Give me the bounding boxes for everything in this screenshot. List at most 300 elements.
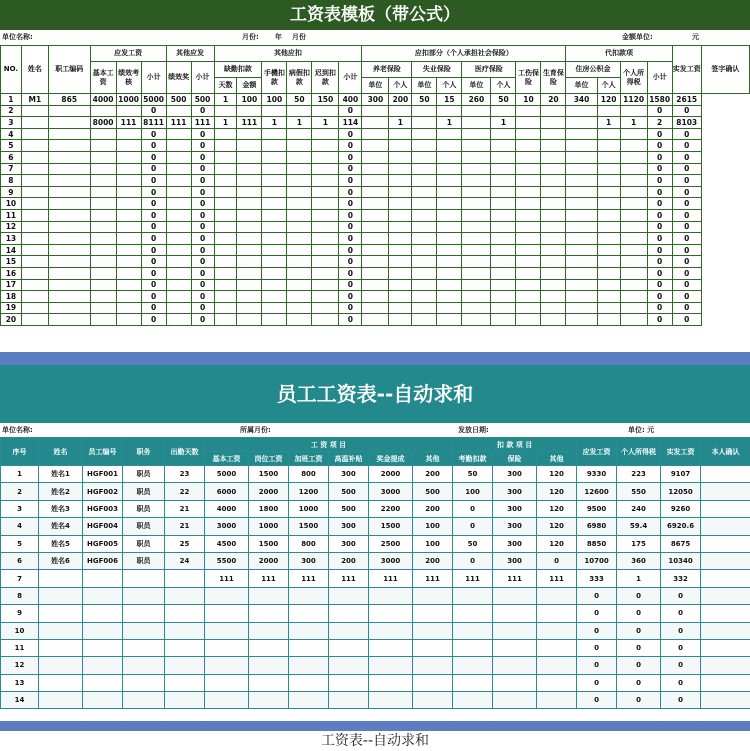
table-cell[interactable] <box>412 117 437 129</box>
table-cell[interactable]: 1 <box>1 466 39 483</box>
table-cell[interactable] <box>362 186 389 198</box>
table-cell[interactable] <box>116 140 141 152</box>
table-cell[interactable] <box>389 198 412 210</box>
table-cell[interactable]: 260 <box>462 94 491 106</box>
table-cell[interactable] <box>537 692 577 709</box>
table-cell[interactable]: 50 <box>287 94 312 106</box>
table-cell[interactable]: 1500 <box>369 518 413 535</box>
table-cell[interactable]: 0 <box>339 267 362 279</box>
table-cell[interactable]: 0 <box>191 175 214 187</box>
table-cell[interactable]: 0 <box>339 128 362 140</box>
table-cell[interactable]: 1200 <box>289 483 329 500</box>
table-cell[interactable]: HGF006 <box>83 552 123 569</box>
table-cell[interactable]: HGF002 <box>83 483 123 500</box>
table-cell[interactable]: 姓名3 <box>39 500 83 517</box>
table-cell[interactable] <box>262 279 287 291</box>
table-cell[interactable] <box>437 302 462 314</box>
table-cell[interactable]: 10 <box>1 622 39 639</box>
table-cell[interactable]: 200 <box>413 466 453 483</box>
table-cell[interactable] <box>312 233 339 245</box>
table-cell[interactable]: 0 <box>661 639 701 656</box>
table-cell[interactable] <box>597 105 620 117</box>
table-cell[interactable]: 550 <box>617 483 661 500</box>
table-cell[interactable]: 1500 <box>249 535 289 552</box>
table-cell[interactable]: 10 <box>516 94 541 106</box>
table-cell[interactable]: 240 <box>617 500 661 517</box>
table-cell[interactable] <box>620 314 647 326</box>
table-cell[interactable] <box>214 163 237 175</box>
table-cell[interactable] <box>123 692 165 709</box>
table-cell[interactable] <box>566 140 597 152</box>
table-cell[interactable] <box>249 657 289 674</box>
table-cell[interactable]: 500 <box>329 500 369 517</box>
table-cell[interactable] <box>48 140 90 152</box>
table-cell[interactable] <box>369 692 413 709</box>
table-cell[interactable] <box>541 151 566 163</box>
table-cell[interactable] <box>597 209 620 221</box>
table-cell[interactable] <box>21 279 48 291</box>
table-cell[interactable]: 1 <box>214 117 237 129</box>
table-cell[interactable]: 0 <box>141 279 166 291</box>
table-cell[interactable] <box>437 279 462 291</box>
table-cell[interactable]: 1 <box>214 94 237 106</box>
table-cell[interactable]: 9107 <box>661 466 701 483</box>
table-cell[interactable] <box>90 140 116 152</box>
table-cell[interactable] <box>362 163 389 175</box>
table-cell[interactable]: 0 <box>141 256 166 268</box>
table-cell[interactable] <box>453 605 493 622</box>
table-cell[interactable] <box>48 244 90 256</box>
table-cell[interactable] <box>462 233 491 245</box>
table-cell[interactable] <box>21 151 48 163</box>
table-cell[interactable] <box>362 175 389 187</box>
table-cell[interactable] <box>90 105 116 117</box>
table-cell[interactable]: 0 <box>672 163 701 175</box>
table-cell[interactable] <box>165 570 205 587</box>
table-cell[interactable] <box>90 233 116 245</box>
table-cell[interactable] <box>312 221 339 233</box>
table-cell[interactable] <box>462 186 491 198</box>
table-cell[interactable] <box>597 140 620 152</box>
table-cell[interactable] <box>166 175 191 187</box>
table-cell[interactable] <box>389 128 412 140</box>
table-cell[interactable] <box>214 209 237 221</box>
table-cell[interactable] <box>329 639 369 656</box>
table-cell[interactable] <box>48 151 90 163</box>
table-cell[interactable] <box>166 186 191 198</box>
table-cell[interactable] <box>237 267 262 279</box>
table-cell[interactable] <box>491 256 516 268</box>
table-cell[interactable] <box>566 128 597 140</box>
table-cell[interactable] <box>491 267 516 279</box>
table-cell[interactable]: 0 <box>191 105 214 117</box>
table-cell[interactable]: 0 <box>141 209 166 221</box>
table-cell[interactable] <box>369 622 413 639</box>
table-cell[interactable]: 0 <box>339 256 362 268</box>
table-cell[interactable]: 800 <box>289 466 329 483</box>
table-cell[interactable]: 200 <box>329 552 369 569</box>
table-cell[interactable]: 0 <box>141 221 166 233</box>
table-cell[interactable] <box>123 587 165 604</box>
table-cell[interactable] <box>287 291 312 303</box>
table-cell[interactable]: 14 <box>1 244 22 256</box>
table-cell[interactable]: 0 <box>141 151 166 163</box>
table-cell[interactable] <box>214 128 237 140</box>
table-cell[interactable] <box>205 692 249 709</box>
table-cell[interactable]: 0 <box>647 105 672 117</box>
table-cell[interactable]: 10340 <box>661 552 701 569</box>
table-cell[interactable]: 0 <box>577 692 617 709</box>
table-cell[interactable] <box>701 639 750 656</box>
table-cell[interactable] <box>541 221 566 233</box>
table-cell[interactable]: 0 <box>672 140 701 152</box>
table-cell[interactable]: 111 <box>116 117 141 129</box>
table-cell[interactable]: 7 <box>1 570 39 587</box>
table-cell[interactable] <box>516 105 541 117</box>
table-cell[interactable]: 姓名4 <box>39 518 83 535</box>
table-cell[interactable]: HGF003 <box>83 500 123 517</box>
table-cell[interactable]: 0 <box>453 500 493 517</box>
table-cell[interactable] <box>123 639 165 656</box>
table-cell[interactable] <box>48 256 90 268</box>
table-cell[interactable] <box>541 233 566 245</box>
table-cell[interactable] <box>462 302 491 314</box>
table-cell[interactable] <box>453 622 493 639</box>
table-cell[interactable] <box>491 151 516 163</box>
table-cell[interactable] <box>412 244 437 256</box>
table-cell[interactable]: 0 <box>191 209 214 221</box>
table-cell[interactable] <box>516 175 541 187</box>
table-cell[interactable] <box>90 209 116 221</box>
table-cell[interactable] <box>541 105 566 117</box>
table-cell[interactable] <box>566 151 597 163</box>
table-cell[interactable] <box>21 291 48 303</box>
table-cell[interactable] <box>48 314 90 326</box>
table-cell[interactable]: 0 <box>191 128 214 140</box>
table-cell[interactable] <box>116 151 141 163</box>
table-cell[interactable] <box>620 279 647 291</box>
table-cell[interactable]: 2 <box>647 117 672 129</box>
table-cell[interactable] <box>413 622 453 639</box>
table-cell[interactable] <box>287 151 312 163</box>
table-cell[interactable]: 15 <box>437 94 462 106</box>
table-cell[interactable] <box>389 140 412 152</box>
table-cell[interactable]: 0 <box>672 244 701 256</box>
table-cell[interactable] <box>21 221 48 233</box>
table-cell[interactable] <box>516 302 541 314</box>
table-cell[interactable] <box>90 175 116 187</box>
table-cell[interactable]: 0 <box>339 233 362 245</box>
table-cell[interactable]: 111 <box>537 570 577 587</box>
table-cell[interactable]: 0 <box>339 221 362 233</box>
table-cell[interactable] <box>491 163 516 175</box>
table-cell[interactable] <box>437 105 462 117</box>
table-cell[interactable] <box>620 163 647 175</box>
table-cell[interactable]: 300 <box>493 500 537 517</box>
table-cell[interactable] <box>48 209 90 221</box>
table-cell[interactable]: 6 <box>1 151 22 163</box>
table-cell[interactable] <box>541 163 566 175</box>
table-cell[interactable] <box>701 518 750 535</box>
table-cell[interactable]: 0 <box>141 105 166 117</box>
table-cell[interactable] <box>289 692 329 709</box>
table-cell[interactable] <box>249 674 289 691</box>
table-cell[interactable] <box>116 209 141 221</box>
table-cell[interactable]: 2615 <box>672 94 701 106</box>
table-cell[interactable] <box>412 267 437 279</box>
table-cell[interactable] <box>237 256 262 268</box>
table-cell[interactable] <box>214 314 237 326</box>
table-cell[interactable] <box>537 657 577 674</box>
table-cell[interactable] <box>389 244 412 256</box>
table-cell[interactable]: 111 <box>413 570 453 587</box>
table-cell[interactable] <box>262 267 287 279</box>
table-cell[interactable]: 21 <box>165 500 205 517</box>
table-cell[interactable]: 50 <box>412 94 437 106</box>
table-cell[interactable] <box>701 622 750 639</box>
table-cell[interactable] <box>287 186 312 198</box>
table-cell[interactable]: 2 <box>1 105 22 117</box>
table-cell[interactable] <box>287 175 312 187</box>
table-cell[interactable] <box>166 291 191 303</box>
table-cell[interactable] <box>205 622 249 639</box>
table-cell[interactable] <box>90 128 116 140</box>
table-cell[interactable] <box>491 175 516 187</box>
table-cell[interactable] <box>48 233 90 245</box>
table-cell[interactable] <box>262 198 287 210</box>
table-cell[interactable] <box>493 692 537 709</box>
table-cell[interactable] <box>205 674 249 691</box>
table-cell[interactable]: 100 <box>262 94 287 106</box>
table-cell[interactable] <box>566 221 597 233</box>
table-cell[interactable]: 200 <box>389 94 412 106</box>
table-cell[interactable] <box>620 291 647 303</box>
table-cell[interactable]: 0 <box>191 151 214 163</box>
table-cell[interactable]: 0 <box>661 692 701 709</box>
table-cell[interactable]: 1 <box>617 570 661 587</box>
table-cell[interactable] <box>491 314 516 326</box>
table-cell[interactable]: 120 <box>537 483 577 500</box>
table-cell[interactable] <box>597 314 620 326</box>
table-cell[interactable] <box>262 128 287 140</box>
table-cell[interactable] <box>516 267 541 279</box>
table-cell[interactable] <box>389 221 412 233</box>
table-cell[interactable]: 865 <box>48 94 90 106</box>
table-cell[interactable] <box>369 605 413 622</box>
table-cell[interactable] <box>237 244 262 256</box>
table-cell[interactable]: 8 <box>1 587 39 604</box>
table-cell[interactable] <box>83 639 123 656</box>
table-cell[interactable] <box>362 302 389 314</box>
table-cell[interactable]: 0 <box>672 221 701 233</box>
table-cell[interactable]: 3 <box>1 500 39 517</box>
table-cell[interactable] <box>541 279 566 291</box>
table-cell[interactable]: 0 <box>577 639 617 656</box>
table-cell[interactable]: 300 <box>329 535 369 552</box>
table-cell[interactable] <box>287 267 312 279</box>
table-cell[interactable]: 0 <box>577 657 617 674</box>
table-cell[interactable]: 100 <box>413 535 453 552</box>
table-cell[interactable]: 18 <box>1 291 22 303</box>
table-cell[interactable] <box>329 674 369 691</box>
table-cell[interactable] <box>287 198 312 210</box>
table-cell[interactable]: 1000 <box>289 500 329 517</box>
table-cell[interactable] <box>48 291 90 303</box>
table-cell[interactable] <box>39 674 83 691</box>
table-cell[interactable]: 23 <box>165 466 205 483</box>
table-cell[interactable] <box>287 209 312 221</box>
table-cell[interactable]: 12050 <box>661 483 701 500</box>
table-cell[interactable]: 360 <box>617 552 661 569</box>
table-cell[interactable]: 8 <box>1 175 22 187</box>
table-cell[interactable] <box>165 587 205 604</box>
table-cell[interactable] <box>362 256 389 268</box>
table-cell[interactable] <box>537 674 577 691</box>
table-cell[interactable]: 0 <box>339 314 362 326</box>
table-cell[interactable]: 0 <box>339 186 362 198</box>
table-cell[interactable] <box>90 302 116 314</box>
table-cell[interactable]: 0 <box>577 674 617 691</box>
table-cell[interactable]: 4000 <box>205 500 249 517</box>
table-cell[interactable] <box>491 198 516 210</box>
table-cell[interactable] <box>516 140 541 152</box>
table-cell[interactable] <box>262 302 287 314</box>
table-cell[interactable]: 1580 <box>647 94 672 106</box>
table-cell[interactable] <box>249 622 289 639</box>
table-cell[interactable]: 0 <box>672 151 701 163</box>
table-cell[interactable]: 0 <box>617 692 661 709</box>
table-cell[interactable] <box>116 105 141 117</box>
table-cell[interactable] <box>597 175 620 187</box>
table-cell[interactable]: 6 <box>1 552 39 569</box>
table-cell[interactable]: 14 <box>1 692 39 709</box>
table-cell[interactable] <box>620 256 647 268</box>
table-cell[interactable]: 0 <box>672 209 701 221</box>
table-cell[interactable] <box>249 692 289 709</box>
table-cell[interactable] <box>262 244 287 256</box>
table-cell[interactable] <box>597 256 620 268</box>
table-cell[interactable] <box>83 570 123 587</box>
table-cell[interactable] <box>116 175 141 187</box>
table-cell[interactable]: 100 <box>237 94 262 106</box>
table-cell[interactable] <box>537 639 577 656</box>
table-cell[interactable] <box>541 128 566 140</box>
table-cell[interactable] <box>90 291 116 303</box>
table-cell[interactable]: 姓名5 <box>39 535 83 552</box>
table-cell[interactable] <box>620 302 647 314</box>
table-cell[interactable]: 0 <box>647 256 672 268</box>
table-cell[interactable] <box>516 209 541 221</box>
table-cell[interactable]: 0 <box>141 140 166 152</box>
table-cell[interactable]: 13 <box>1 674 39 691</box>
table-cell[interactable] <box>362 198 389 210</box>
table-cell[interactable]: 0 <box>672 186 701 198</box>
table-cell[interactable] <box>262 175 287 187</box>
table-cell[interactable] <box>566 175 597 187</box>
table-cell[interactable] <box>462 244 491 256</box>
table-cell[interactable] <box>437 151 462 163</box>
table-cell[interactable] <box>237 175 262 187</box>
table-cell[interactable] <box>541 302 566 314</box>
table-cell[interactable] <box>262 105 287 117</box>
table-cell[interactable]: 11 <box>1 639 39 656</box>
table-cell[interactable] <box>620 105 647 117</box>
table-cell[interactable]: 10 <box>1 198 22 210</box>
table-cell[interactable]: 4500 <box>205 535 249 552</box>
table-cell[interactable] <box>453 674 493 691</box>
table-cell[interactable]: 1 <box>1 94 22 106</box>
table-cell[interactable] <box>48 105 90 117</box>
table-cell[interactable] <box>369 657 413 674</box>
table-cell[interactable] <box>701 570 750 587</box>
table-cell[interactable] <box>701 483 750 500</box>
table-cell[interactable] <box>362 128 389 140</box>
table-cell[interactable] <box>166 209 191 221</box>
table-cell[interactable] <box>566 198 597 210</box>
table-cell[interactable] <box>39 639 83 656</box>
table-cell[interactable]: 59.4 <box>617 518 661 535</box>
table-cell[interactable]: 0 <box>661 674 701 691</box>
table-cell[interactable]: 0 <box>647 291 672 303</box>
table-cell[interactable] <box>413 692 453 709</box>
table-cell[interactable] <box>289 622 329 639</box>
table-cell[interactable] <box>462 291 491 303</box>
table-cell[interactable] <box>462 163 491 175</box>
table-cell[interactable]: 111 <box>191 117 214 129</box>
table-cell[interactable] <box>437 186 462 198</box>
table-cell[interactable] <box>462 279 491 291</box>
table-cell[interactable] <box>597 233 620 245</box>
table-cell[interactable] <box>287 256 312 268</box>
table-cell[interactable]: 0 <box>339 198 362 210</box>
table-cell[interactable] <box>116 198 141 210</box>
table-cell[interactable]: 50 <box>453 466 493 483</box>
table-cell[interactable] <box>165 622 205 639</box>
table-cell[interactable]: 120 <box>597 94 620 106</box>
table-cell[interactable]: 0 <box>191 221 214 233</box>
table-cell[interactable] <box>566 256 597 268</box>
table-cell[interactable]: 4000 <box>90 94 116 106</box>
table-cell[interactable]: 400 <box>339 94 362 106</box>
table-cell[interactable] <box>597 186 620 198</box>
table-cell[interactable]: 16 <box>1 267 22 279</box>
table-cell[interactable] <box>214 291 237 303</box>
table-cell[interactable] <box>39 605 83 622</box>
table-cell[interactable]: 0 <box>617 605 661 622</box>
table-cell[interactable]: 332 <box>661 570 701 587</box>
table-cell[interactable]: 0 <box>191 314 214 326</box>
table-cell[interactable] <box>262 151 287 163</box>
table-cell[interactable] <box>312 256 339 268</box>
table-cell[interactable] <box>237 209 262 221</box>
table-cell[interactable]: 0 <box>672 233 701 245</box>
table-cell[interactable]: 340 <box>566 94 597 106</box>
table-cell[interactable] <box>491 221 516 233</box>
table-cell[interactable] <box>516 151 541 163</box>
table-cell[interactable] <box>620 233 647 245</box>
table-cell[interactable] <box>21 163 48 175</box>
table-cell[interactable] <box>701 674 750 691</box>
table-cell[interactable] <box>262 209 287 221</box>
table-cell[interactable] <box>537 587 577 604</box>
table-cell[interactable]: 0 <box>661 587 701 604</box>
table-cell[interactable]: 12600 <box>577 483 617 500</box>
table-cell[interactable] <box>491 302 516 314</box>
table-cell[interactable] <box>597 244 620 256</box>
table-cell[interactable] <box>389 105 412 117</box>
table-cell[interactable]: 100 <box>413 518 453 535</box>
table-cell[interactable] <box>165 639 205 656</box>
